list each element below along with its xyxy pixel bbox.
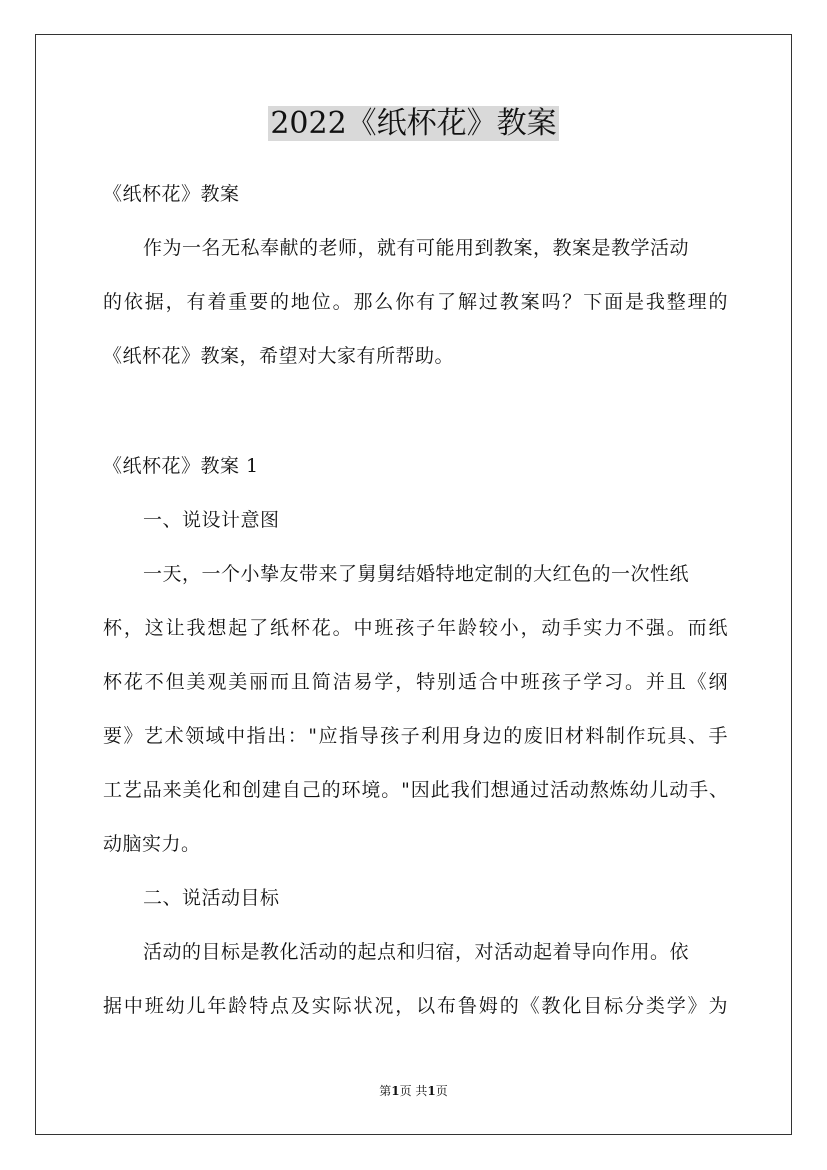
document-title [0, 104, 827, 144]
section-1-line-1: 一天，一个小挚友带来了舅舅结婚特地定制的大红色的一次性纸 [143, 563, 690, 585]
footer-page-current: 1 [391, 1084, 400, 1098]
heading-1: 《纸杯花》教案 [103, 183, 240, 205]
footer-mid: 页 共 [399, 1084, 428, 1098]
section-1-line-5: 工艺品来美化和创建自己的环境。"因此我们想通过活动熬炼幼儿动手、 [103, 779, 728, 801]
section-2-line-2: 据中班幼儿年龄特点及实际状况，以布鲁姆的《教化目标分类学》为 [103, 995, 728, 1017]
footer-suffix: 页 [435, 1084, 448, 1098]
section-2-line-1: 活动的目标是教化活动的起点和归宿，对活动起着导向作用。依 [143, 941, 690, 963]
intro-line-1: 作为一名无私奉献的老师，就有可能用到教案，教案是教学活动 [143, 237, 690, 259]
section-2-title: 二、说活动目标 [143, 887, 280, 909]
section-1-title: 一、说设计意图 [143, 509, 280, 531]
section-1-line-4: 要》艺术领域中指出："应指导孩子利用身边的废旧材料制作玩具、手 [103, 725, 728, 747]
footer-prefix: 第 [379, 1084, 392, 1098]
section-1-line-3: 杯花不但美观美丽而且简洁易学，特别适合中班孩子学习。并且《纲 [103, 671, 728, 693]
section-1-line-6: 动脑实力。 [103, 833, 201, 855]
intro-line-2: 的依据，有着重要的地位。那么你有了解过教案吗？下面是我整理的 [103, 291, 728, 313]
footer-page-total: 1 [427, 1084, 436, 1098]
page-footer [0, 1082, 827, 1099]
intro-line-3: 《纸杯花》教案，希望对大家有所帮助。 [103, 345, 455, 367]
section-1-line-2: 杯，这让我想起了纸杯花。中班孩子年龄较小，动手实力不强。而纸 [103, 617, 728, 639]
heading-2: 《纸杯花》教案 1 [103, 455, 259, 477]
document-title-text: 2022《纸杯花》教案 [270, 106, 557, 141]
